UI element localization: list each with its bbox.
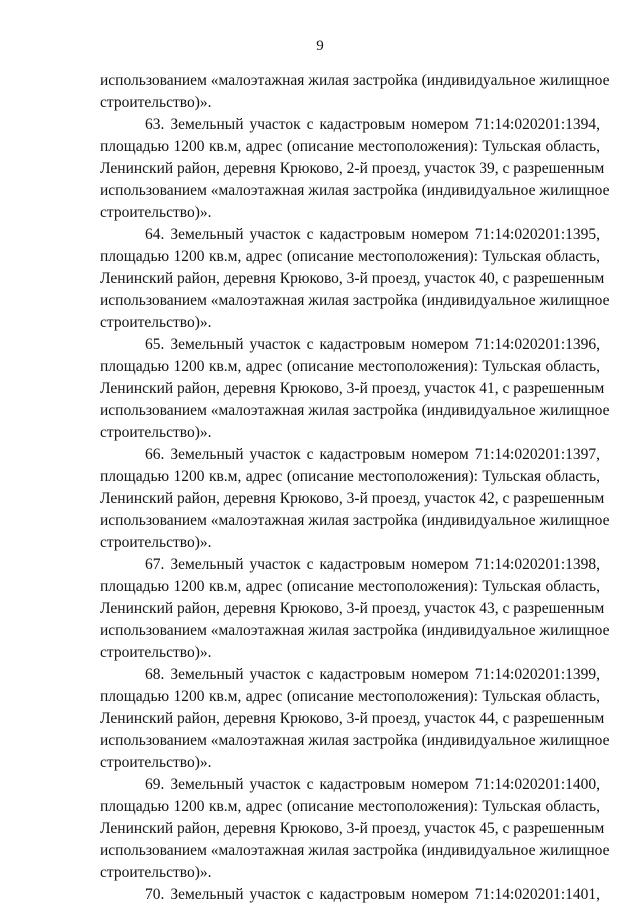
text-line: площадью 1200 кв.м, адрес (описание местоположения): Тульская область, xyxy=(100,248,600,265)
text-line: Ленинский район, деревня Крюково, 3-й проезд, участок 41, с разрешенным xyxy=(100,380,605,397)
page-number: 9 xyxy=(316,38,324,54)
text-line: площадью 1200 кв.м, адрес (описание местоположения): Тульская область, xyxy=(100,468,600,485)
text-line: использованием «малоэтажная жилая застройка (индивидуальное жилищное xyxy=(100,182,610,199)
text-line: Ленинский район, деревня Крюково, 3-й проезд, участок 40, с разрешенным xyxy=(100,270,605,287)
text-line: использованием «малоэтажная жилая застройка (индивидуальное жилищное xyxy=(100,842,610,859)
text-line: площадью 1200 кв.м, адрес (описание местоположения): Тульская область, xyxy=(100,358,600,375)
text-line: площадью 1200 кв.м, адрес (описание местоположения): Тульская область, xyxy=(100,578,600,595)
text-line: использованием «малоэтажная жилая застройка (индивидуальное жилищное xyxy=(100,72,610,89)
text-line: Ленинский район, деревня Крюково, 2-й проезд, участок 39, с разрешенным xyxy=(100,160,605,177)
paragraph-first-line: 67. Земельный участок с кадастровым номером 71:14:020201:1398, xyxy=(145,556,600,573)
text-line: площадью 1200 кв.м, адрес (описание местоположения): Тульская область, xyxy=(100,688,600,705)
paragraph-first-line: 70. Земельный участок с кадастровым номером 71:14:020201:1401, xyxy=(145,886,600,903)
text-line: использованием «малоэтажная жилая застройка (индивидуальное жилищное xyxy=(100,622,610,639)
text-line: Ленинский район, деревня Крюково, 3-й проезд, участок 42, с разрешенным xyxy=(100,490,605,507)
text-line: площадью 1200 кв.м, адрес (описание местоположения): Тульская область, xyxy=(100,798,600,815)
paragraph-first-line: 65. Земельный участок с кадастровым номером 71:14:020201:1396, xyxy=(145,336,600,353)
text-line: строительство)». xyxy=(100,424,212,441)
text-line: использованием «малоэтажная жилая застройка (индивидуальное жилищное xyxy=(100,292,610,309)
text-line: строительство)». xyxy=(100,314,212,331)
text-line: использованием «малоэтажная жилая застройка (индивидуальное жилищное xyxy=(100,512,610,529)
paragraph-first-line: 69. Земельный участок с кадастровым номером 71:14:020201:1400, xyxy=(145,776,600,793)
text-line: строительство)». xyxy=(100,94,212,111)
text-line: Ленинский район, деревня Крюково, 3-й проезд, участок 45, с разрешенным xyxy=(100,820,605,837)
paragraph-first-line: 66. Земельный участок с кадастровым номером 71:14:020201:1397, xyxy=(145,446,600,463)
text-line: площадью 1200 кв.м, адрес (описание местоположения): Тульская область, xyxy=(100,138,600,155)
text-line: строительство)». xyxy=(100,864,212,881)
text-line: Ленинский район, деревня Крюково, 3-й проезд, участок 43, с разрешенным xyxy=(100,600,605,617)
text-line: строительство)». xyxy=(100,644,212,661)
text-line: строительство)». xyxy=(100,534,212,551)
text-line: использованием «малоэтажная жилая застройка (индивидуальное жилищное xyxy=(100,732,610,749)
text-line: использованием «малоэтажная жилая застройка (индивидуальное жилищное xyxy=(100,402,610,419)
text-line: строительство)». xyxy=(100,204,212,221)
text-line: Ленинский район, деревня Крюково, 3-й проезд, участок 44, с разрешенным xyxy=(100,710,605,727)
paragraph-first-line: 68. Земельный участок с кадастровым номером 71:14:020201:1399, xyxy=(145,666,600,683)
text-line: строительство)». xyxy=(100,754,212,771)
paragraph-first-line: 64. Земельный участок с кадастровым номером 71:14:020201:1395, xyxy=(145,226,600,243)
paragraph-first-line: 63. Земельный участок с кадастровым номером 71:14:020201:1394, xyxy=(145,116,600,133)
